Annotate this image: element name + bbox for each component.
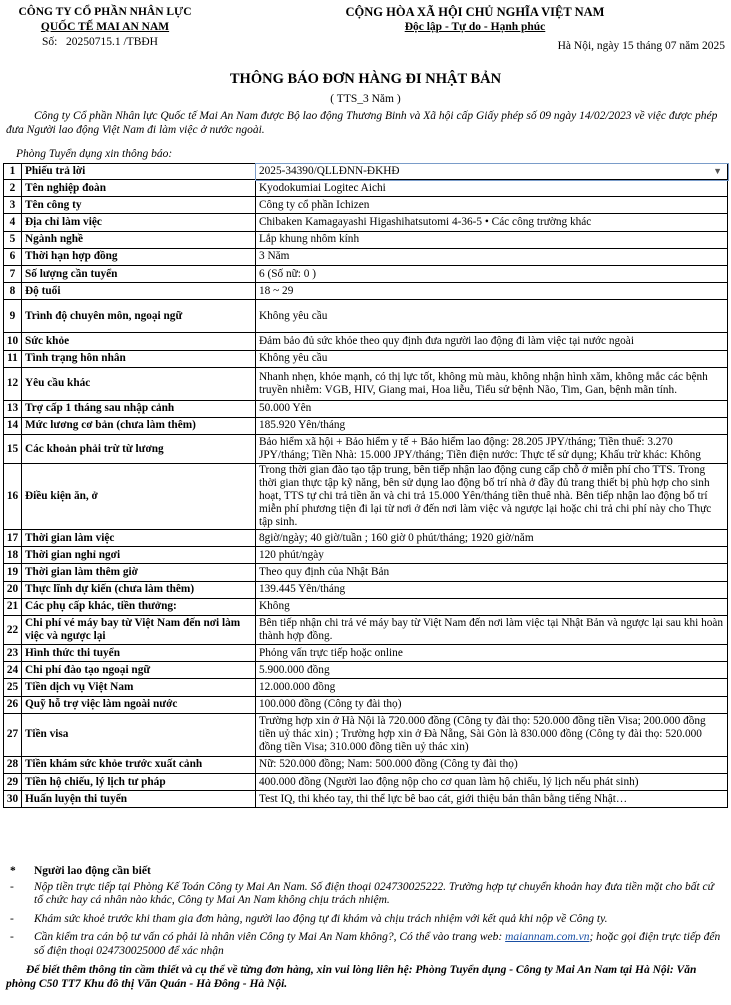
table-row [4, 265, 728, 282]
table-row [4, 696, 728, 713]
row-value: Nữ: 520.000 đồng; Nam: 500.000 đồng (Công ty đài thọ) [256, 756, 728, 773]
row-label: Thực lĩnh dự kiến (chưa làm thêm) [22, 581, 256, 598]
row-value: Chibaken Kamagayashi Higashihatsutomi 4-36-5 • Các công trường khác [256, 214, 728, 231]
note-verify-consultant: Cần kiểm tra cán bộ tư vấn có phải là nhân viên Công ty Mai An Nam không?, Có thể vào trang web: maiannam.com.vn; hoặc gọi điện trực tiếp đến số điện thoại 024730025000 để xác nhận [34, 931, 721, 957]
row-number: 6 [4, 248, 22, 265]
row-value: 12.000.000 đồng [256, 679, 728, 696]
row-label: Sức khỏe [22, 333, 256, 350]
document-date: Hà Nội, ngày 15 tháng 07 năm 2025 [557, 40, 725, 52]
row-value: Bảo hiểm xã hội + Bảo hiểm y tế + Bảo hiểm lao động: 28.205 JPY/tháng; Tiền thuế: 3.270 JPY/tháng; Tiền Nhà: 15.000 JPY/tháng; Tiền điện nước: Thực tế sử dụng; Khấu trừ khác: Không [256, 435, 728, 464]
row-number: 2 [4, 180, 22, 197]
row-label: Tình trạng hôn nhân [22, 350, 256, 367]
table-row [4, 581, 728, 598]
row-number: 1 [4, 164, 22, 180]
row-label: Tên nghiệp đoàn [22, 180, 256, 197]
row-value: 120 phút/ngày [256, 547, 728, 564]
row-number: 3 [4, 197, 22, 214]
row-label: Trình độ chuyên môn, ngoại ngữ [22, 300, 256, 333]
row-number: 28 [4, 756, 22, 773]
row-value: 100.000 đồng (Công ty đài thọ) [256, 696, 728, 713]
row-label: Các khoản phải trừ từ lương [22, 435, 256, 464]
row-number: 26 [4, 696, 22, 713]
row-label: Tiền khám sức khỏe trước xuất cảnh [22, 756, 256, 773]
company-name-line2: QUỐC TẾ MAI AN NAM [40, 21, 170, 33]
table-row [4, 214, 728, 231]
department-line: Phòng Tuyển dụng xin thông báo: [16, 148, 173, 160]
document-number: Số: 20250715.1 /TBĐH [42, 36, 158, 48]
row-value: Kyodokumiai Logitec Aichi [256, 180, 728, 197]
nation-title: CỘNG HÒA XÃ HỘI CHỦ NGHĨA VIỆT NAM [345, 5, 605, 19]
row-label: Tiền visa [22, 713, 256, 756]
row-label: Hình thức thi tuyển [22, 645, 256, 662]
row-label: Thời gian làm việc [22, 530, 256, 547]
row-value: 8giờ/ngày; 40 giờ/tuần ; 160 giờ 0 phút/tháng; 1920 giờ/năm [256, 530, 728, 547]
row-number: 18 [4, 547, 22, 564]
row-label: Huấn luyện thi tuyển [22, 791, 256, 808]
row-number: 14 [4, 417, 22, 434]
row-label: Số lượng cần tuyển [22, 265, 256, 282]
row-number: 15 [4, 435, 22, 464]
order-details-table [3, 163, 728, 808]
row-value: Trường hợp xin ở Hà Nội là 720.000 đồng (Công ty đài thọ: 520.000 đồng tiền Visa; 200.000 đồng tiền uỷ thác xin) ; Trường hợp xin ở Đà Nẵng, Sài Gòn là 830.000 đồng (Công ty đài thọ: 520.000 đồng tiền Visa; 310.000 đồng tiền uỷ thác xin) [256, 713, 728, 756]
table-row [4, 713, 728, 756]
row-label: Yêu cầu khác [22, 367, 256, 400]
intro-paragraph: Công ty Cổ phần Nhân lực Quốc tế Mai An Nam được Bộ lao động Thương Binh và Xã hội cấp Giấy phép số 09 ngày 14/02/2023 về việc được phép đưa Người lao động Việt Nam đi làm việc ở nước ngoài. [6, 110, 718, 136]
row-label: Tiền hộ chiếu, lý lịch tư pháp [22, 773, 256, 790]
row-value: 400.000 đồng (Người lao động nộp cho cơ quan làm hộ chiếu, lý lịch nếu phát sinh) [256, 773, 728, 790]
website-link[interactable]: maiannam.com.vn [505, 931, 590, 943]
company-header [0, 5, 210, 50]
row-number: 27 [4, 713, 22, 756]
table-row [4, 197, 728, 214]
row-label: Các phụ cấp khác, tiền thưởng: [22, 598, 256, 615]
row-value: 185.920 Yên/tháng [256, 417, 728, 434]
page-subtitle: ( TTS_3 Năm ) [330, 93, 401, 105]
row-number: 24 [4, 662, 22, 679]
row-value: Bên tiếp nhận chi trả vé máy bay từ Việt Nam đến nơi làm việc tại Nhật Bản và ngược lại sau khi hoàn thành hợp đồng. [256, 616, 728, 645]
row-label: Phiếu trả lời [22, 164, 256, 180]
table-row [4, 435, 728, 464]
row-value: Đảm bảo đủ sức khỏe theo quy định đưa người lao động đi làm việc tại nước ngoài [256, 333, 728, 350]
row-number: 11 [4, 350, 22, 367]
row-number: 12 [4, 367, 22, 400]
table-row [4, 248, 728, 265]
row-number: 23 [4, 645, 22, 662]
table-row [4, 417, 728, 434]
table-row [4, 367, 728, 400]
note-health-check: Khám sức khoẻ trước khi tham gia đơn hàng, người lao động tự đi khám và chịu trách nhiệm với kết quả khi nộp về Công ty. [34, 912, 608, 925]
table-row [4, 464, 728, 530]
row-label: Chi phí vé máy bay từ Việt Nam đến nơi làm việc và ngược lại [22, 616, 256, 645]
row-number: 19 [4, 564, 22, 581]
national-header [300, 5, 650, 35]
row-value: 3 Năm [256, 248, 728, 265]
table-row [4, 598, 728, 615]
row-value: Không yêu cầu [256, 350, 728, 367]
row-value: 18 ~ 29 [256, 283, 728, 300]
row-label: Thời hạn hợp đồng [22, 248, 256, 265]
table-row [4, 662, 728, 679]
table-row [4, 547, 728, 564]
row-number: 22 [4, 616, 22, 645]
table-row [4, 773, 728, 790]
page-title: THÔNG BÁO ĐƠN HÀNG ĐI NHẬT BẢN [229, 71, 502, 87]
row-value: 50.000 Yên [256, 400, 728, 417]
row-number: 9 [4, 300, 22, 333]
chevron-down-icon[interactable]: ▼ [713, 166, 722, 176]
row-value: Trong thời gian đào tạo tập trung, bên tiếp nhận lao động cung cấp chỗ ở miễn phí cho TTS. Trong thời gian thực tập kỹ năng, bên sử dụng lao động bố trí nhà ở đầy đủ trang thiết bị phù hợp cho sinh hoạt, TTS tự chi trả tiền ăn và chi trả 15.000 Yên/tháng tiền thuê nhà. Bên tiếp nhận lao động bố trí miễn phí phương tiện đi lại từ nơi ở đến nơi làm việc và ngược lại hoặc chi trả chi phí này cho Thực tập sinh. [256, 464, 728, 530]
row-value: Nhanh nhẹn, khỏe mạnh, có thị lực tốt, không mù màu, không nhận hình xăm, không mắc các bệnh truyền nhiễm: VGB, HIV, Giang mai, Hoa liễu, Tiểu sử bệnh Não, Tim, Gan, bệnh mãn tính. [256, 367, 728, 400]
row-value: 139.445 Yên/tháng [256, 581, 728, 598]
row-label: Quỹ hỗ trợ việc làm ngoài nước [22, 696, 256, 713]
row-value: Phỏng vấn trực tiếp hoặc online [256, 645, 728, 662]
row-value: 5.900.000 đồng [256, 662, 728, 679]
row-number: 13 [4, 400, 22, 417]
dropdown-value: 2025-34390/QLLĐNN-ĐKHĐ [259, 165, 400, 177]
table-row [4, 616, 728, 645]
table-row [4, 283, 728, 300]
row-number: 30 [4, 791, 22, 808]
row-label: Tiền dịch vụ Việt Nam [22, 679, 256, 696]
row-number: 17 [4, 530, 22, 547]
row-number: 20 [4, 581, 22, 598]
row-number: 21 [4, 598, 22, 615]
notes-section: * Người lao động cần biết - Nộp tiền trực tiếp tại Phòng Kế Toán Công ty Mai An Nam. Số điện thoại 024730025222. Trường hợp tự chuyển khoản hay đưa tiền mặt cho bất cứ tổ chức hay cá nhân nào khác, Công ty Mai An Nam không chịu trách nhiệm. - Khám sức khoẻ trước khi tham gia đơn hàng, người lao động tự đi khám và chịu trách nhiệm với kết quả khi nộp về Công ty. - Cần kiểm tra cán bộ tư vấn có phải là nhân viên Công ty Mai An Nam không?, Có thể vào trang web: maiannam.com.vn; hoặc gọi điện trực tiếp đến số điện thoại 024730025000 để xác nhận Để biết thêm thông tin cầm thiết và cụ thể về từng đơn hàng, xin vui lòng liên hệ: Phòng Tuyển dụng - Công ty Mai An Nam tại Hà Nội: Văn phòng C50 TT7 Khu đô thị Văn Quán - Hà Đông - Hà Nội. [6, 865, 724, 991]
table-row [4, 400, 728, 417]
table-row [4, 791, 728, 808]
notes-bullet: * [10, 865, 16, 877]
table-row [4, 164, 728, 180]
row-label: Mức lương cơ bản (chưa làm thêm) [22, 417, 256, 434]
row-label: Ngành nghề [22, 231, 256, 248]
row-value: Theo quy định của Nhật Bản [256, 564, 728, 581]
table-row [4, 180, 728, 197]
row-label: Điều kiện ăn, ở [22, 464, 256, 530]
row-number: 25 [4, 679, 22, 696]
row-number: 29 [4, 773, 22, 790]
row-label: Trợ cấp 1 tháng sau nhập cảnh [22, 400, 256, 417]
row-label: Chi phí đào tạo ngoại ngữ [22, 662, 256, 679]
row-value: Test IQ, thi khéo tay, thi thể lực bê bao cát, giới thiệu bản thân bằng tiếng Nhật… [256, 791, 728, 808]
contact-info: Để biết thêm thông tin cầm thiết và cụ thể về từng đơn hàng, xin vui lòng liên hệ: Phòng Tuyển dụng - Công ty Mai An Nam tại Hà Nội: Văn phòng C50 TT7 Khu đô thị Văn Quán - Hà Đông - Hà Nội. [6, 964, 697, 990]
row-number: 5 [4, 231, 22, 248]
table-row [4, 756, 728, 773]
table-row [4, 564, 728, 581]
row-number: 16 [4, 464, 22, 530]
company-name-line1: CÔNG TY CỔ PHẦN NHÂN LỰC [18, 6, 192, 18]
row-label: Địa chỉ làm việc [22, 214, 256, 231]
table-row [4, 333, 728, 350]
table-row [4, 350, 728, 367]
row-number: 10 [4, 333, 22, 350]
table-row [4, 530, 728, 547]
row-number: 8 [4, 283, 22, 300]
note-payment: Nộp tiền trực tiếp tại Phòng Kế Toán Công ty Mai An Nam. Số điện thoại 024730025222. Trường hợp tự chuyển khoản hay đưa tiền mặt cho bất cứ tổ chức hay cá nhân nào khác, Công ty Mai An Nam không chịu trách nhiệm. [34, 880, 714, 906]
row-label: Thời gian làm thêm giờ [22, 564, 256, 581]
row-number: 4 [4, 214, 22, 231]
row-number: 7 [4, 265, 22, 282]
notes-heading: Người lao động cần biết [34, 865, 151, 877]
row-value: Lắp khung nhôm kính [256, 231, 728, 248]
table-row [4, 231, 728, 248]
response-dropdown[interactable] [256, 164, 728, 180]
table-row [4, 300, 728, 333]
row-label: Thời gian nghỉ ngơi [22, 547, 256, 564]
row-value: 6 (Số nữ: 0 ) [256, 265, 728, 282]
row-label: Tên công ty [22, 197, 256, 214]
row-value: Công ty cổ phần Ichizen [256, 197, 728, 214]
table-row [4, 645, 728, 662]
row-value: Không [256, 598, 728, 615]
table-row [4, 679, 728, 696]
row-value: Không yêu cầu [256, 300, 728, 333]
row-label: Độ tuổi [22, 283, 256, 300]
motto: Độc lập - Tự do - Hạnh phúc [404, 21, 546, 33]
